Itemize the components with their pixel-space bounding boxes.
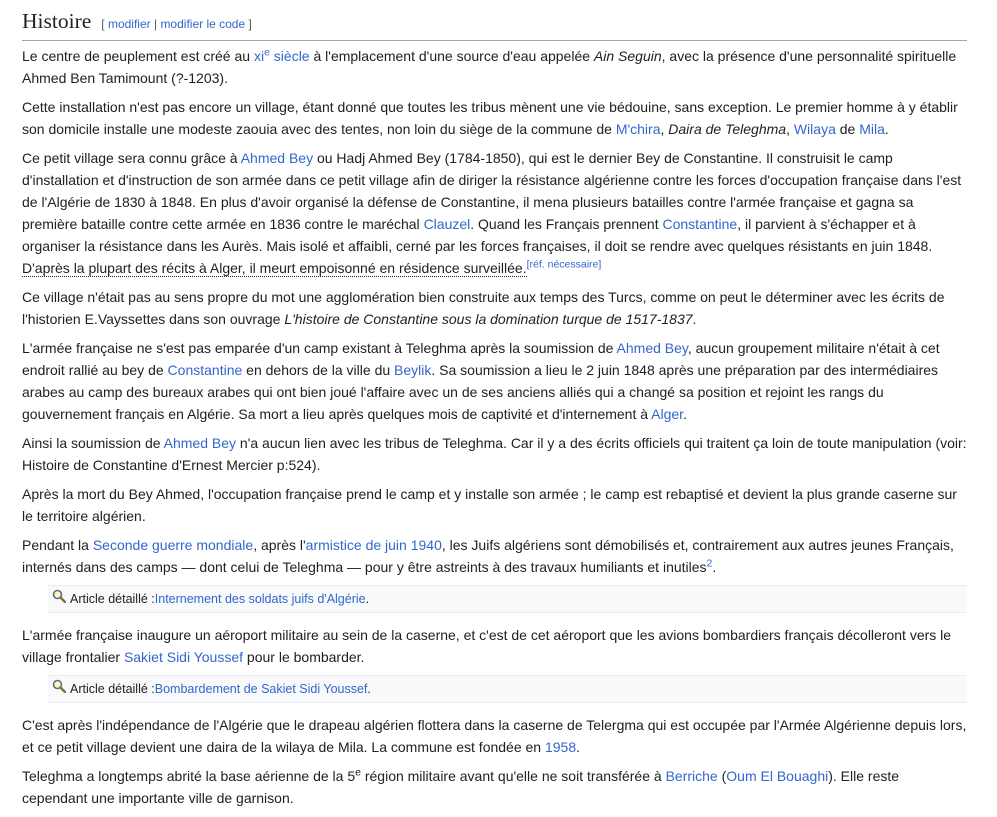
link-constantine[interactable]: Constantine (662, 216, 738, 232)
paragraph-barracks: Après la mort du Bey Ahmed, l'occupation française prend le camp et y installe son armée ; le camp est rebaptisé et devient la plus grande caserne sur le territoire algérien. (22, 486, 957, 524)
paragraph-ahmed-bey: Ce petit village sera connu grâce à Ahmed Bey ou Hadj Ahmed Bey (1784-1850), qui est le dernier Bey de Constantine. Il construisit le camp d'installation et d'instruction de son armée dans ce petit village afin de diriger la résistance algérienne contre les forces d'occupation française dans l'est de l'Algérie de 1830 à 1848. En plus d'avoir organisé la défense de Constantine, il mena plusieurs batailles contre l'armée française et gagna sa première bataille contre cette armée en 1836 contre le maréchal Clauzel. Quand les Français prennent Constantine, il parvient à s'échapper et à organiser la résistance dans les Aurès. Mais isolé et affaibli, cerné par les forces françaises, il doit se rendre avec quelques résistants en juin 1848. D'après la plupart des récits à Alger, il meurt empoisonné en résidence surveillée.[réf. nécessaire] (22, 150, 962, 276)
magnifier-icon (52, 678, 70, 700)
edit-code-link[interactable]: modifier le code (160, 17, 246, 31)
link-berriche[interactable]: Berriche (665, 768, 718, 784)
detailed-article-link[interactable]: Internement des soldats juifs d'Algérie (154, 592, 366, 606)
detailed-article-link[interactable]: Bombardement de Sakiet Sidi Youssef (154, 682, 368, 696)
link-ahmed-bey[interactable]: Ahmed Bey (240, 150, 314, 166)
hatnote-detailed-article: Article détaillé : Bombardement de Sakiet Sidi Youssef . (48, 675, 967, 703)
link-alger[interactable]: Alger (651, 406, 684, 422)
link-beylik[interactable]: Beylik (394, 362, 432, 378)
link-mchira[interactable]: M'chira (615, 121, 661, 137)
article-content (22, 0, 967, 806)
link-constantine[interactable]: Constantine (167, 362, 243, 378)
section-heading (22, 0, 967, 41)
link-ahmed-bey[interactable]: Ahmed Bey (163, 435, 237, 451)
place-name: Ain Seguin (593, 48, 662, 64)
paragraph-origins: Le centre de peuplement est créé au xi$^e$ siècle à l'emplacement d'une source d'eau appelée Ain Seguin, avec la présence d'une personnalité spirituelle Ahmed Ben Tamimount (?-1203). (22, 46, 957, 86)
hatnote-detailed-article: Article détaillé : Internement des soldats juifs d'Algérie . (48, 585, 967, 613)
link-wilaya[interactable]: Wilaya (793, 121, 836, 137)
link-mila[interactable]: Mila (859, 121, 885, 137)
section-title: Histoire (22, 9, 92, 33)
edit-link[interactable]: modifier (107, 17, 151, 31)
citation-needed-link[interactable]: [réf. nécessaire] (526, 258, 602, 271)
paragraph-ww2: Pendant la Seconde guerre mondiale, après l'armistice de juin 1940, les Juifs algériens sont démobilisés et, contrairement aux autres jeunes Français, internés dans des camps — dont celui de Teleghma — pour y être astreints à des travaux humiliants et inutiles$^2$. (22, 537, 954, 575)
link-clauzel[interactable]: Clauzel (423, 216, 471, 232)
link-ahmed-bey[interactable]: Ahmed Bey (616, 340, 688, 356)
paragraph-submission: Ainsi la soumission de Ahmed Bey n'a aucun lien avec les tribus de Teleghma. Car il y a des écrits officiels qui traitent ça loin de toute manipulation (voir: Histoire de Constantine d'Ernest Mercier p:524). (22, 435, 967, 473)
paragraph-french-army: L'armée française ne s'est pas emparée d'un camp existant à Teleghma après la soumission de Ahmed Bey, aucun groupement militaire n'était à cet endroit rallié au bey de Constantine en dehors de la ville du Beylik. Sa soumission a lieu le 2 juin 1848 après une préparation par des intermédiaires arabes au camp des bureaux arabes qui ont bien joué l'affaire avec un de ses anciens alliés qui a changé sa position et rejoint les rangs du gouvernement français en Algérie. Sa mort a lieu après quelques mois de captivité et d'internement à Alger. (22, 340, 940, 422)
link-1958[interactable]: 1958 (544, 739, 577, 755)
paragraph-independence: C'est après l'indépendance de l'Algérie que le drapeau algérien flottera dans la caserne de Telergma qui est occupée par l'Armée Algérienne depuis lors, et ce petit village devient une daira de la wilaya de Mila. La commune est fondée en 1958. (22, 717, 967, 755)
link-oum-el-bouaghi[interactable]: Oum El Bouaghi (726, 768, 829, 784)
link-ww2[interactable]: Seconde guerre mondiale (92, 537, 254, 553)
paragraph-turks: Ce village n'était pas au sens propre du mot une agglomération bien construite aux temps des Turcs, comme on peut le déterminer avec les écrits de l'historien E.Vayssettes dans son ouvrage L'histoire de Constantine sous la domination turque de 1517-1837. (22, 289, 945, 327)
footnote-link[interactable]: 2 (706, 557, 713, 570)
magnifier-icon (52, 588, 70, 610)
paragraph-airport: L'armée française inaugure un aéroport militaire au sein de la caserne, et c'est de cet aéroport que les avions bombardiers français décolleront vers le village frontalier Sakiet Sidi Youssef pour le bombarder. (22, 627, 952, 665)
link-sakiet[interactable]: Sakiet Sidi Youssef (123, 649, 244, 665)
paragraph-installation: Cette installation n'est pas encore un village, étant donné que toutes les tribus mènent une vie bédouine, sans exception. Le premier homme à y établir son domicile installe une modeste zaouia avec des tentes, non loin du siège de la commune de M'chira, Daira de Teleghma, Wilaya de Mila. (22, 99, 958, 137)
paragraph-air-base: Teleghma a longtemps abrité la base aérienne de la 5e région militaire avant qu'elle ne soit transférée à Berriche (Oum El Bouaghi). Elle reste cependant une importante ville de garnison. (22, 766, 900, 806)
link-armistice[interactable]: armistice de juin 1940 (305, 537, 442, 553)
disputed-claim: D'après la plupart des récits à Alger, il meurt empoisonné en résidence surveillée. (22, 260, 527, 276)
century-link[interactable]: xi$^e$ siècle (253, 46, 310, 64)
edit-section-links: [ modifier | modifier le code ] (101, 17, 252, 31)
